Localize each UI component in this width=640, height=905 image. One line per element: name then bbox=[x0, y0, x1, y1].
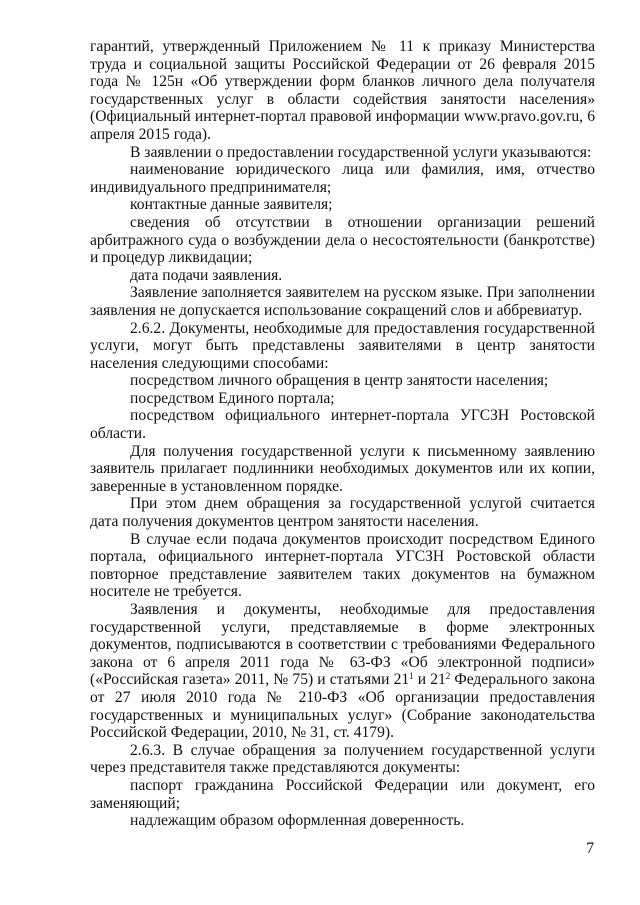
paragraph: Заявление заполняется заявителем на русском языке. При заполнении заявления не допускается использование сокращений слов и аббревиатур. bbox=[90, 284, 595, 319]
paragraph-text-part: Заявления и документы, необходимые для предоставления государственной услуги, представляемые в форме электронных документов, подписываются в соответствии с требованиями Федерального закона от 6 апреля 2011 года № 63-ФЗ «Об электронной подписи» («Российская газета» 2011, № 75) и статьями 21 bbox=[90, 601, 595, 689]
paragraph: 2.6.3. В случае обращения за получением государственной услуги через представителя также представляются документы: bbox=[90, 741, 595, 777]
list-item: дата подачи заявления. bbox=[130, 266, 283, 284]
list-item: посредством личного обращения в центр занятости населения; bbox=[130, 372, 549, 390]
list-item: сведения об отсутствии в отношении организации решений арбитражного суда о возбуждении дела о несостоятельности (банкротстве) и процедур ликвидации; bbox=[90, 213, 595, 267]
paragraph: В заявлении о предоставлении государственной услуги указываются: bbox=[130, 143, 592, 161]
paragraph-text-part: Федерального закона от 27 июля 2010 года № 210-ФЗ «Об организации предоставления государственных и муниципальных услуг» (Собрание законодательства Российской Федерации, 2010, № 31, ст. 4179). bbox=[90, 671, 595, 742]
list-item: посредством Единого портала; bbox=[130, 389, 335, 407]
list-item: посредством официального интернет-портала УГСЗН Ростовской области. bbox=[90, 407, 595, 443]
paragraph-text-part: и 21 bbox=[413, 671, 446, 689]
paragraph: В случае если подача документов происходит посредством Единого портала, официального интернет-портала УГСЗН Ростовской области повторное представление заявителем таких документов на бумажном носителе не требуется. bbox=[90, 530, 595, 601]
paragraph: 2.6.2. Документы, необходимые для предоставления государственной услуги, могут быть представлены заявителями в центр занятости населения следующими способами: bbox=[90, 319, 595, 372]
paragraph: Для получения государственной услуги к письменному заявлению заявитель прилагает подлинники необходимых документов или их копии, заверенные в установленном порядке. bbox=[90, 442, 595, 495]
superscript: 2 bbox=[445, 671, 451, 682]
paragraph: При этом днем обращения за государственной услугой считается дата получения документов центром занятости населения. bbox=[90, 495, 595, 531]
document-body bbox=[90, 38, 595, 830]
list-item: контактные данные заявителя; bbox=[130, 196, 333, 214]
list-item: паспорт гражданина Российской Федерации или документ, его заменяющий; bbox=[90, 776, 595, 812]
list-item: наименование юридического лица или фамилия, имя, отчество индивидуального предпринимателя; bbox=[90, 161, 595, 196]
paragraph bbox=[90, 601, 595, 742]
superscript: 1 bbox=[409, 671, 414, 682]
list-item: надлежащим образом оформленная доверенность. bbox=[130, 812, 465, 830]
paragraph: гарантий, утвержденный Приложением № 11 к приказу Министерства труда и социальной защиты Российской Федерации от 26 февраля 2015 года № 125н «Об утверждении форм бланков личного дела получателя государственных услуг в области содействия занятости населения» (Официальный интернет-портал правовой информации www.pravo.gov.ru, 6 апреля 2015 года). bbox=[90, 38, 595, 143]
page-number: 7 bbox=[586, 840, 594, 857]
